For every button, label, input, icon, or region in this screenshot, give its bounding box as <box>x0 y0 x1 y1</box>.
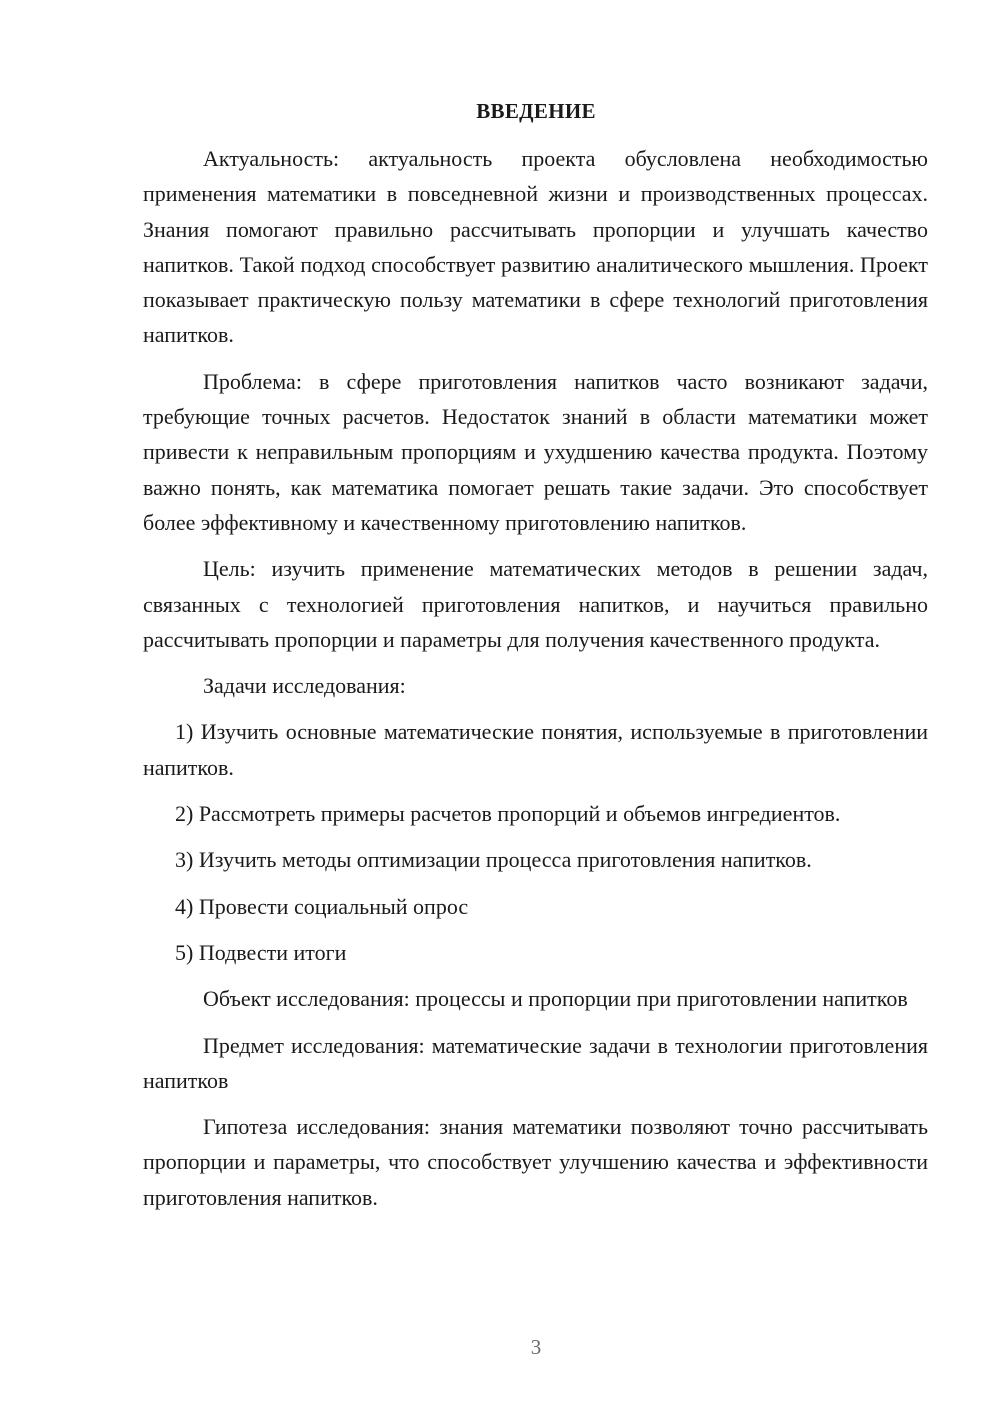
goal-paragraph: Цель: изучить применение математических методов в решении задач, связанных с технологией приготовления напитков, и научиться правильно рассчитывать пропорции и параметры для получения качественного продукта. <box>143 556 928 652</box>
page-number: 3 <box>530 1335 542 1359</box>
page-heading: ВВЕДЕНИЕ <box>476 99 596 123</box>
problem-paragraph: Проблема: в сфере приготовления напитков часто возникают задачи, требующие точных расчетов. Недостаток знаний в области математики может привести к неправильным пропорциям и ухудшению качества продукта. Поэтому важно понять, как математика помогает решать такие задачи. Это способствует более эффективному и качественному приготовлению напитков. <box>143 368 928 535</box>
tasks-title: Задачи исследования: <box>203 673 406 699</box>
task-item: 2) Рассмотреть примеры расчетов пропорций и объемов ингредиентов. <box>175 801 841 827</box>
task-item: 3) Изучить методы оптимизации процесса приготовления напитков. <box>175 847 812 873</box>
task-item: 5) Подвести итоги <box>175 939 347 965</box>
document-body <box>143 141 928 1226</box>
subject-paragraph: Предмет исследования: математические задачи в технологии приготовления напитков <box>143 1032 928 1093</box>
task-item: 1) Изучить основные математические понятия, используемые в приготовлении напитков. <box>143 719 928 780</box>
relevance-paragraph: Актуальность: актуальность проекта обусловлена необходимостью применения математики в повседневной жизни и производственных процессах. Знания помогают правильно рассчитывать пропорции и улучшать качество напитков. Такой подход способствует развитию аналитического мышления. Проект показывает практическую пользу математики в сфере технологий приготовления напитков. <box>143 146 928 348</box>
object-paragraph: Объект исследования: процессы и пропорции при приготовлении напитков <box>203 986 908 1012</box>
hypothesis-paragraph: Гипотеза исследования: знания математики позволяют точно рассчитывать пропорции и параметры, что способствует улучшению качества и эффективности приготовления напитков. <box>143 1114 928 1210</box>
task-item: 4) Провести социальный опрос <box>175 893 469 919</box>
